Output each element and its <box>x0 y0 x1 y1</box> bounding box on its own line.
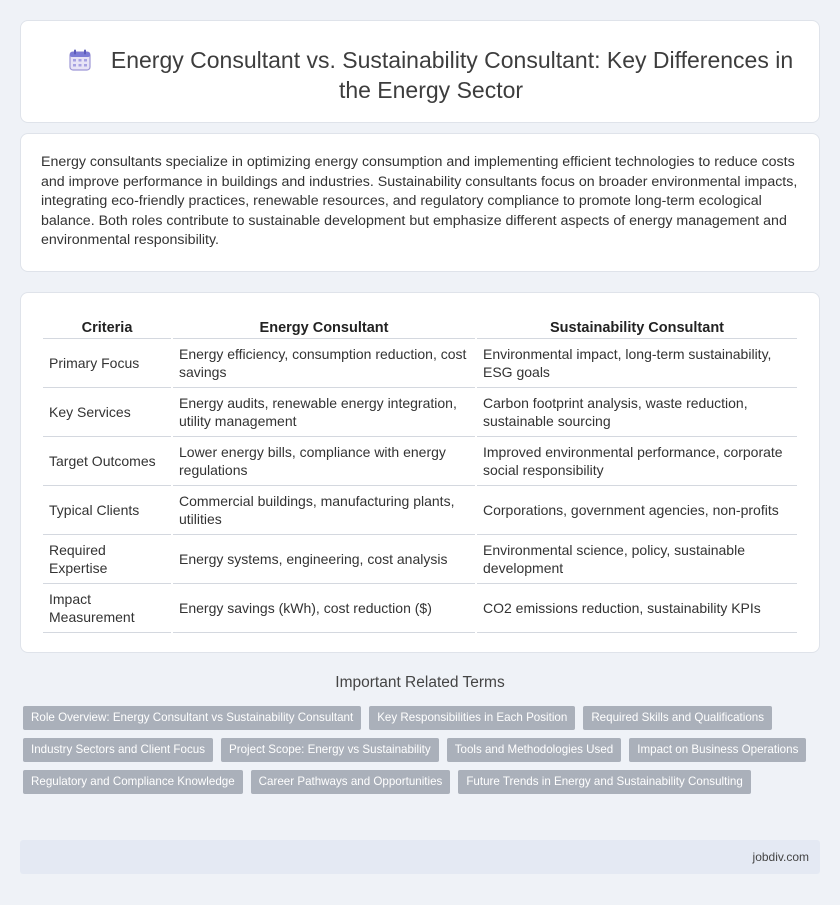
row-criteria: Target Outcomes <box>43 437 171 486</box>
calendar-icon <box>69 49 91 71</box>
related-term-tag[interactable]: Key Responsibilities in Each Position <box>369 706 575 730</box>
title-wrap <box>61 45 801 105</box>
row-sustainability: Carbon footprint analysis, waste reduction, sustainable sourcing <box>477 388 797 437</box>
comparison-table <box>41 313 799 633</box>
header-criteria: Criteria <box>43 313 171 339</box>
related-term-tag[interactable]: Project Scope: Energy vs Sustainability <box>221 738 439 762</box>
related-term-tag[interactable]: Required Skills and Qualifications <box>583 706 772 730</box>
table-row <box>43 584 797 633</box>
row-energy: Energy efficiency, consumption reduction, cost savings <box>173 339 475 388</box>
related-term-tag[interactable]: Career Pathways and Opportunities <box>251 770 451 794</box>
table-row <box>43 388 797 437</box>
row-criteria: Typical Clients <box>43 486 171 535</box>
related-terms-title: Important Related Terms <box>335 674 505 691</box>
row-energy: Commercial buildings, manufacturing plants, utilities <box>173 486 475 535</box>
table-row <box>43 437 797 486</box>
row-criteria: Key Services <box>43 388 171 437</box>
row-sustainability: Corporations, government agencies, non-profits <box>477 486 797 535</box>
header-energy-consultant: Energy Consultant <box>173 313 475 339</box>
related-term-tag[interactable]: Impact on Business Operations <box>629 738 806 762</box>
row-energy: Lower energy bills, compliance with energy regulations <box>173 437 475 486</box>
related-term-tag[interactable]: Role Overview: Energy Consultant vs Sustainability Consultant <box>23 706 361 730</box>
intro-paragraph: Energy consultants specialize in optimizing energy consumption and implementing efficient technologies to reduce costs and improve performance in buildings and industries. Sustainability consultants focus on broader environmental impacts, integrating eco-friendly practices, renewable resources, and regulatory compliance to promote long-term ecological balance. Both roles contribute to sustainable development but emphasize different aspects of energy management and environmental responsibility. <box>41 154 798 249</box>
related-term-tag[interactable]: Tools and Methodologies Used <box>447 738 622 762</box>
row-criteria: Required Expertise <box>43 535 171 584</box>
row-energy: Energy savings (kWh), cost reduction ($) <box>173 584 475 633</box>
footer <box>20 840 820 874</box>
footer-site-link[interactable]: jobdiv.com <box>752 850 809 864</box>
related-term-tag[interactable]: Industry Sectors and Client Focus <box>23 738 213 762</box>
row-sustainability: Environmental impact, long-term sustainability, ESG goals <box>477 339 797 388</box>
table-row <box>43 486 797 535</box>
intro-card <box>20 133 820 272</box>
header-card <box>20 20 820 123</box>
related-term-tag[interactable]: Future Trends in Energy and Sustainability Consulting <box>458 770 750 794</box>
table-header-row <box>43 313 797 339</box>
row-energy: Energy audits, renewable energy integration, utility management <box>173 388 475 437</box>
row-energy: Energy systems, engineering, cost analysis <box>173 535 475 584</box>
comparison-card <box>20 292 820 653</box>
row-criteria: Impact Measurement <box>43 584 171 633</box>
page-title: Energy Consultant vs. Sustainability Consultant: Key Differences in the Energy Sector <box>110 47 794 103</box>
table-row <box>43 535 797 584</box>
row-sustainability: Environmental science, policy, sustainable development <box>477 535 797 584</box>
table-row <box>43 339 797 388</box>
related-terms-tags <box>23 706 813 794</box>
row-criteria: Primary Focus <box>43 339 171 388</box>
row-sustainability: CO2 emissions reduction, sustainability KPIs <box>477 584 797 633</box>
related-term-tag[interactable]: Regulatory and Compliance Knowledge <box>23 770 243 794</box>
header-sustainability-consultant: Sustainability Consultant <box>477 313 797 339</box>
row-sustainability: Improved environmental performance, corporate social responsibility <box>477 437 797 486</box>
